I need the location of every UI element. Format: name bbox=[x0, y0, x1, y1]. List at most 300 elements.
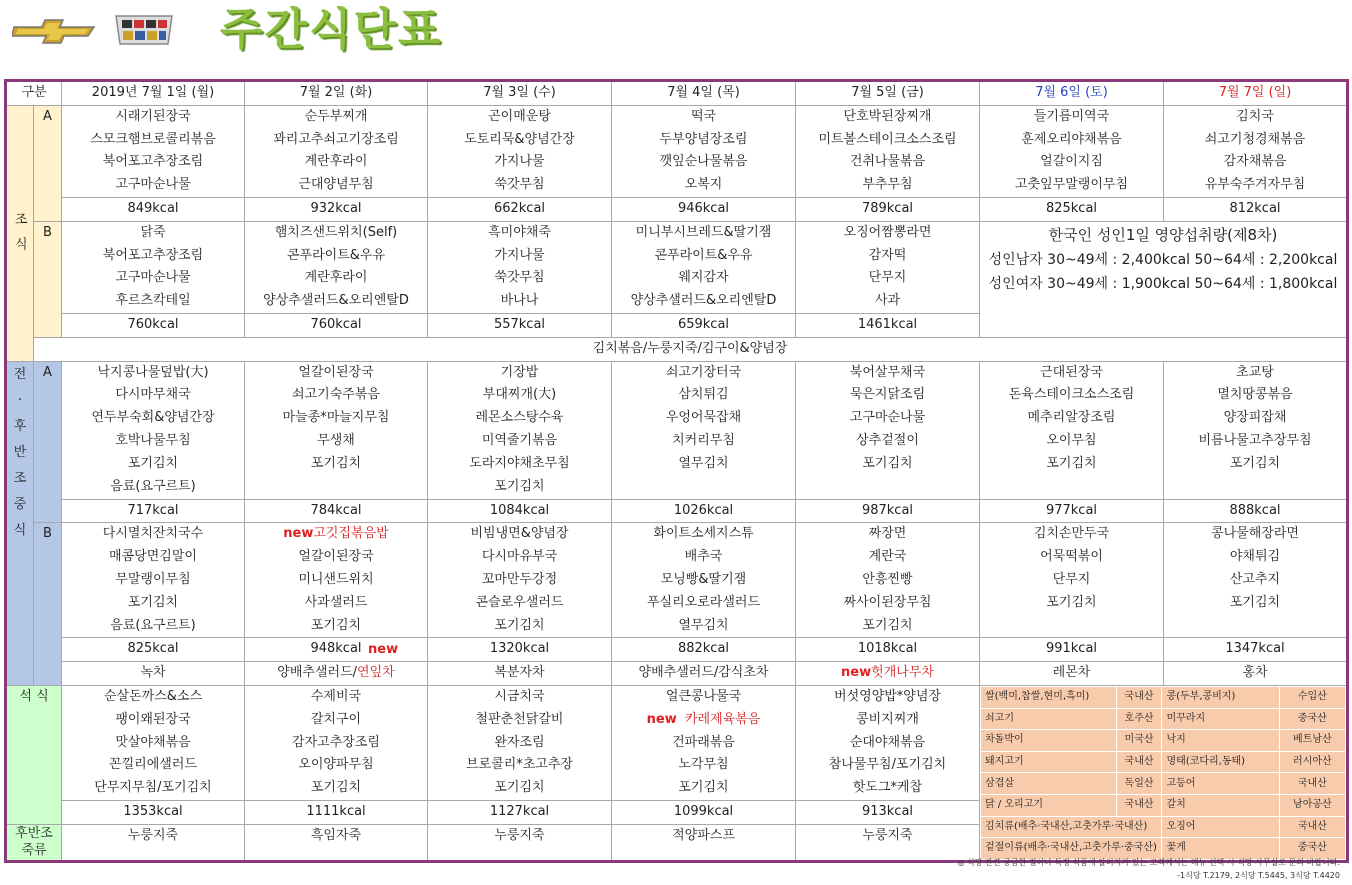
origin-country: 중국산 bbox=[1279, 708, 1345, 730]
midday-a-row bbox=[6, 361, 1348, 499]
kcal-value: 1111kcal bbox=[245, 800, 428, 824]
menu-item: 산고추지 bbox=[1229, 571, 1281, 587]
menu-item: 콘푸라이트&우유 bbox=[286, 247, 386, 263]
menu-item: 닭죽 bbox=[140, 224, 166, 240]
menu-item: 단무지무침/포기김치 bbox=[94, 780, 212, 796]
menu-item: 콘푸라이트&우유 bbox=[654, 247, 753, 263]
menu-item: 오징어짬뽕라면 bbox=[843, 224, 932, 240]
origin-country: 국내산 bbox=[1279, 773, 1345, 795]
menu-item: 북어포고추장조림 bbox=[102, 154, 204, 170]
menu-item: 부추무침 bbox=[862, 177, 913, 193]
origin-food: 오징어 bbox=[1162, 816, 1279, 838]
menu-cell bbox=[980, 105, 1164, 197]
menu-item: 비빔냉면&양념장 bbox=[470, 526, 569, 542]
menu-cell bbox=[62, 361, 245, 499]
footer-notice: ◎ 식당 관련 궁금한 점이나 특정 식품에 알러지가 있는 고객께서는 메뉴 선택 시 식당 사무실로 문의 바랍니다. bbox=[957, 858, 1340, 867]
menu-cell bbox=[428, 523, 612, 638]
menu-item: 푸실리오로라샐러드 bbox=[646, 594, 761, 610]
kcal-value: 1353kcal bbox=[62, 800, 245, 824]
menu-item: 어묵떡볶이 bbox=[1040, 549, 1103, 565]
menu-item: 포기김치 bbox=[1046, 594, 1097, 610]
origin-food: 쌀(백미,찹쌀,현미,흑미) bbox=[981, 686, 1117, 708]
menu-item: 시래기된장국 bbox=[115, 108, 191, 124]
day-header-tue: 7월 2일 (화) bbox=[245, 81, 428, 106]
nutrition-female: 성인여자 30~49세 : 1,900kcal 50~64세 : 1,800kcal bbox=[988, 275, 1338, 292]
midday-b-label: B bbox=[34, 523, 62, 686]
day-header-sun: 7월 7일 (일) bbox=[1164, 81, 1348, 106]
menu-item: 다시마무채국 bbox=[115, 387, 191, 403]
menu-item: 마늘종*마늘지무침 bbox=[282, 410, 390, 426]
kcal-value: 1099kcal bbox=[612, 800, 796, 824]
menu-cell bbox=[245, 361, 428, 499]
midday-a-label: A bbox=[34, 361, 62, 523]
menu-cell bbox=[428, 685, 612, 800]
midday-a-kcal-row bbox=[6, 499, 1348, 523]
day-header-sat: 7월 6일 (토) bbox=[980, 81, 1164, 106]
menu-cell bbox=[980, 361, 1164, 499]
kcal-value: 557kcal bbox=[428, 313, 612, 337]
drink-new-text: 연잎차 bbox=[357, 665, 395, 681]
origin-row bbox=[981, 838, 1346, 860]
menu-item: 시금치국 bbox=[494, 688, 545, 704]
menu-item: 철판춘천닭갈비 bbox=[475, 711, 564, 727]
menu-cell bbox=[796, 361, 980, 499]
menu-item: 브로콜리*초고추장 bbox=[466, 757, 573, 773]
menu-item: 북어살무채국 bbox=[849, 364, 926, 380]
header-label: 구분 bbox=[6, 81, 62, 106]
kcal-value: 825kcal bbox=[62, 638, 245, 662]
menu-item: 맛살야채볶음 bbox=[115, 734, 191, 750]
menu-item: 스모크햄브로콜리볶음 bbox=[90, 131, 216, 147]
drink-item: 양배추샐러드/감식초차 bbox=[612, 662, 796, 686]
menu-item: 무생채 bbox=[317, 432, 355, 448]
menu-cell bbox=[245, 685, 428, 800]
menu-item: 계란국 bbox=[868, 549, 907, 565]
origin-food: 김치류(배추·국내산,고춧가루·국내산) bbox=[981, 816, 1162, 838]
menu-item: 쑥갓무침 bbox=[494, 177, 545, 193]
menu-item: 포기김치 bbox=[127, 594, 179, 610]
menu-item: 낙지콩나물덮밥(大) bbox=[97, 364, 209, 380]
menu-item: 흑미야채죽 bbox=[488, 224, 551, 240]
kcal-value: 987kcal bbox=[796, 499, 980, 523]
origin-food: 겉절이류(배추·국내산,고춧가루·중국산) bbox=[981, 838, 1162, 860]
origin-row bbox=[981, 730, 1346, 752]
origin-row bbox=[981, 686, 1346, 708]
origin-country: 중국산 bbox=[1279, 838, 1345, 860]
menu-item: 짜사이된장무침 bbox=[843, 594, 932, 610]
new-badge: new bbox=[646, 711, 677, 727]
cadillac-crest-icon bbox=[110, 14, 178, 48]
menu-item: 순두부찌개 bbox=[304, 108, 368, 124]
menu-item: 묵은지닭조림 bbox=[849, 387, 926, 403]
menu-item: 상추겉절이 bbox=[856, 432, 919, 448]
menu-item: 콩비지찌개 bbox=[856, 711, 919, 727]
menu-item: 단호박된장찌개 bbox=[843, 108, 932, 124]
menu-item: 양상추샐러드&오리엔탈D bbox=[263, 293, 409, 309]
menu-item: 배추국 bbox=[684, 549, 723, 565]
menu-item-text: 고깃집볶음밥 bbox=[313, 526, 389, 542]
menu-item: 곤이매운탕 bbox=[488, 108, 551, 124]
porridge-label: 후반조 죽류 bbox=[6, 824, 62, 861]
menu-item: 포기김치 bbox=[494, 478, 545, 494]
origin-row bbox=[981, 708, 1346, 730]
menu-item: 초교탕 bbox=[1236, 364, 1274, 380]
menu-item: 열무김치 bbox=[678, 455, 729, 471]
menu-item: 햄치즈샌드위치(Self) bbox=[274, 224, 398, 240]
menu-cell bbox=[1164, 361, 1348, 499]
menu-item: 순대야채볶음 bbox=[849, 734, 926, 750]
breakfast-common: 김치볶음/누룽지죽/김구이&양념장 bbox=[34, 337, 1348, 361]
breakfast-a-row bbox=[6, 105, 1348, 197]
kcal-value: 789kcal bbox=[796, 197, 980, 221]
day-header-fri: 7월 5일 (금) bbox=[796, 81, 980, 106]
menu-cell bbox=[612, 523, 796, 638]
porridge-item: 누룽지죽 bbox=[796, 824, 980, 861]
origin-food: 명태(코다리,동태) bbox=[1162, 751, 1279, 773]
midday-b-kcal-row bbox=[6, 638, 1348, 662]
menu-cell bbox=[612, 361, 796, 499]
menu-item: 완자조림 bbox=[494, 734, 545, 750]
menu-item: 메추리알장조림 bbox=[1027, 410, 1116, 426]
kcal-value: 1461kcal bbox=[796, 313, 980, 337]
menu-cell bbox=[796, 685, 980, 800]
menu-item: 무말랭이무침 bbox=[115, 571, 191, 587]
origin-food: 쇠고기 bbox=[981, 708, 1117, 730]
menu-item: 콩나물해장라면 bbox=[1211, 526, 1299, 542]
porridge-item: 적양파스프 bbox=[612, 824, 796, 861]
menu-item: 고춧잎무말랭이무침 bbox=[1014, 177, 1129, 193]
menu-item: 모닝빵&딸기잼 bbox=[660, 571, 747, 587]
menu-cell bbox=[796, 523, 980, 638]
menu-item: 도라지야채초무침 bbox=[469, 455, 570, 471]
kcal-value: 946kcal bbox=[612, 197, 796, 221]
menu-item: 유부숙주겨자무침 bbox=[1204, 177, 1306, 193]
menu-item: 다시멸치잔치국수 bbox=[102, 526, 204, 542]
menu-item: 사과샐러드 bbox=[304, 594, 368, 610]
menu-item: 포기김치 bbox=[1229, 455, 1281, 471]
midday-label-text: 전 · 후 반 조 중 식 bbox=[13, 366, 27, 538]
menu-item: 치커리무침 bbox=[672, 432, 735, 448]
new-badge: new bbox=[283, 526, 314, 542]
menu-item: 비름나물고추장무침 bbox=[1198, 432, 1312, 448]
menu-item: 단무지 bbox=[1052, 571, 1091, 587]
dinner-row bbox=[6, 685, 1348, 800]
kcal-value: 913kcal bbox=[796, 800, 980, 824]
menu-item: 포기김치 bbox=[494, 617, 545, 633]
menu-item: 포기김치 bbox=[310, 455, 362, 471]
menu-item: 얼큰콩나물국 bbox=[665, 688, 742, 704]
breakfast-b-label: B bbox=[34, 221, 62, 337]
origin-country: 베트남산 bbox=[1279, 730, 1345, 752]
menu-item: 콘슬로우샐러드 bbox=[475, 594, 564, 610]
menu-item: 야채튀김 bbox=[1229, 549, 1281, 565]
kcal-value: 812kcal bbox=[1164, 197, 1348, 221]
kcal-value: 760kcal bbox=[245, 313, 428, 337]
origin-food: 콩(두부,콩비지) bbox=[1162, 686, 1279, 708]
porridge-item: 누룽지죽 bbox=[428, 824, 612, 861]
menu-cell bbox=[245, 221, 428, 313]
menu-item: 열무김치 bbox=[678, 617, 729, 633]
menu-item-new bbox=[612, 709, 795, 732]
origin-country: 국내산 bbox=[1116, 686, 1162, 708]
menu-cell bbox=[245, 523, 428, 638]
footer-phones: -1식당 T.2179, 2식당 T.5445, 3식당 T.4420 bbox=[1177, 871, 1340, 880]
kcal-value: 1127kcal bbox=[428, 800, 612, 824]
menu-item: 계란후라이 bbox=[304, 154, 368, 170]
menu-item: 감자고추장조림 bbox=[292, 734, 380, 750]
menu-item: 우엉어묵잡채 bbox=[665, 410, 742, 426]
chevrolet-bowtie-icon bbox=[12, 17, 96, 45]
menu-item: 사과 bbox=[874, 293, 901, 309]
menu-item: 도토리묵&양념간장 bbox=[464, 131, 575, 147]
kcal-value: 784kcal bbox=[245, 499, 428, 523]
menu-cell bbox=[612, 105, 796, 197]
kcal-value: 1320kcal bbox=[428, 638, 612, 662]
kcal-value: 882kcal bbox=[612, 638, 796, 662]
menu-cell bbox=[980, 523, 1164, 638]
midday-label bbox=[6, 361, 34, 685]
drink-item: 녹차 bbox=[62, 662, 245, 686]
kcal-value: 888kcal bbox=[1164, 499, 1348, 523]
menu-item-text: 카레제육볶음 bbox=[685, 711, 761, 727]
menu-item: 양상추샐러드&오리엔탈D bbox=[630, 293, 777, 309]
day-header-thu: 7월 4일 (목) bbox=[612, 81, 796, 106]
origin-food: 갈치 bbox=[1162, 794, 1279, 816]
menu-item: 김치손만두국 bbox=[1033, 526, 1110, 542]
kcal-value: 662kcal bbox=[428, 197, 612, 221]
origin-table bbox=[980, 686, 1346, 860]
origin-food: 꽃게 bbox=[1162, 838, 1279, 860]
menu-item: 감자떡 bbox=[868, 247, 907, 263]
breakfast-label: 조 식 bbox=[6, 105, 34, 361]
menu-cell bbox=[62, 523, 245, 638]
menu-item: 포기김치 bbox=[127, 455, 179, 471]
kcal-value: 1347kcal bbox=[1164, 638, 1348, 662]
origin-country: 국내산 bbox=[1116, 794, 1162, 816]
drink-text: 양배추샐러드/ bbox=[277, 665, 358, 681]
menu-item: 포기김치 bbox=[862, 455, 913, 471]
menu-item: 가지나물 bbox=[494, 154, 545, 170]
menu-item: 양장피잡채 bbox=[1223, 410, 1287, 426]
menu-item: 미니샌드위치 bbox=[298, 571, 374, 587]
origin-country: 독일산 bbox=[1116, 773, 1162, 795]
menu-item: 안흥찐빵 bbox=[862, 571, 913, 587]
menu-item: 핫도그*케찹 bbox=[852, 780, 923, 796]
day-header-mon: 2019년 7월 1일 (월) bbox=[62, 81, 245, 106]
breakfast-a-kcal-row bbox=[6, 197, 1348, 221]
origin-country: 수입산 bbox=[1279, 686, 1345, 708]
menu-cell bbox=[428, 105, 612, 197]
menu-item: 호박나물무침 bbox=[115, 432, 191, 448]
menu-cell bbox=[62, 221, 245, 313]
menu-item: 들기름미역국 bbox=[1033, 108, 1110, 124]
origin-row bbox=[981, 794, 1346, 816]
menu-item: 꼬마만두강정 bbox=[481, 571, 558, 587]
origin-table-cell bbox=[980, 685, 1348, 861]
menu-item: 근대된장국 bbox=[1040, 364, 1103, 380]
menu-item: 음료(요구르트) bbox=[110, 617, 196, 633]
menu-item: 레몬소스탕수육 bbox=[475, 410, 564, 426]
menu-item: 멸치땅콩볶음 bbox=[1217, 387, 1293, 403]
midday-b-drink-row bbox=[6, 662, 1348, 686]
origin-country: 국내산 bbox=[1116, 751, 1162, 773]
origin-country: 러시아산 bbox=[1279, 751, 1345, 773]
origin-country: 미국산 bbox=[1116, 730, 1162, 752]
kcal-value: 659kcal bbox=[612, 313, 796, 337]
menu-item: 포기김치 bbox=[678, 780, 729, 796]
menu-item: 포기김치 bbox=[862, 617, 913, 633]
origin-food: 차돌박이 bbox=[981, 730, 1117, 752]
menu-item: 삼치튀김 bbox=[678, 387, 729, 403]
menu-item: 두부양념장조림 bbox=[659, 131, 748, 147]
menu-item: 얼갈이된장국 bbox=[298, 549, 374, 565]
menu-item: 미니부시브레드&딸기잼 bbox=[635, 224, 772, 240]
menu-item: 부대찌개(大) bbox=[482, 387, 557, 403]
menu-cell bbox=[612, 221, 796, 313]
menu-item: 갈치구이 bbox=[310, 711, 362, 727]
kcal-value: 932kcal bbox=[245, 197, 428, 221]
page-title: 주간식단표 bbox=[220, 4, 443, 55]
origin-country: 호주산 bbox=[1116, 708, 1162, 730]
menu-cell bbox=[245, 105, 428, 197]
menu-item: 얼갈이지짐 bbox=[1040, 154, 1103, 170]
menu-item: 건취나물볶음 bbox=[849, 154, 926, 170]
menu-item: 매콤당면김말이 bbox=[109, 549, 197, 565]
kcal-value: 1084kcal bbox=[428, 499, 612, 523]
origin-food: 돼지고기 bbox=[981, 751, 1117, 773]
origin-food: 미꾸라지 bbox=[1162, 708, 1279, 730]
midday-b-row bbox=[6, 523, 1348, 638]
menu-item: 순살돈까스&소스 bbox=[103, 688, 203, 704]
menu-cell bbox=[612, 685, 796, 800]
breakfast-b-row bbox=[6, 221, 1348, 313]
porridge-item: 흑임자죽 bbox=[245, 824, 428, 861]
kcal-value: 849kcal bbox=[62, 197, 245, 221]
origin-food: 낙지 bbox=[1162, 730, 1279, 752]
menu-item: 노각무침 bbox=[678, 757, 729, 773]
origin-country: 국내산 bbox=[1279, 816, 1345, 838]
nutrition-info bbox=[980, 221, 1348, 337]
menu-item: 쑥갓무침 bbox=[494, 270, 545, 286]
drink-item bbox=[245, 662, 428, 686]
menu-item: 포기김치 bbox=[310, 780, 362, 796]
origin-food: 삼겹살 bbox=[981, 773, 1117, 795]
porridge-item: 누룽지죽 bbox=[62, 824, 245, 861]
menu-item: 북어포고추장조림 bbox=[102, 247, 204, 263]
drink-item: 홍차 bbox=[1164, 662, 1348, 686]
origin-food: 닭 / 오리고기 bbox=[981, 794, 1117, 816]
breakfast-a-label: A bbox=[34, 105, 62, 221]
menu-item: 참나물무침/포기김치 bbox=[828, 757, 947, 773]
header-row bbox=[6, 81, 1348, 106]
menu-item: 후르츠칵테일 bbox=[115, 293, 191, 309]
menu-item: 음료(요구르트) bbox=[110, 478, 196, 494]
menu-item: 얼갈이된장국 bbox=[298, 364, 374, 380]
origin-row bbox=[981, 773, 1346, 795]
menu-item: 연두부숙회&양념간장 bbox=[91, 410, 215, 426]
menu-cell bbox=[428, 361, 612, 499]
kcal-value: 825kcal bbox=[980, 197, 1164, 221]
menu-item: 꼰낄리에샐러드 bbox=[109, 757, 197, 773]
menu-item: 건파래볶음 bbox=[672, 734, 735, 750]
menu-item: 미트볼스테이크소스조림 bbox=[818, 131, 957, 147]
kcal-value: 991kcal bbox=[980, 638, 1164, 662]
menu-cell bbox=[1164, 105, 1348, 197]
menu-item: 깻잎순나물볶음 bbox=[659, 154, 748, 170]
drink-item bbox=[796, 662, 980, 686]
menu-item: 다시마유부국 bbox=[481, 549, 558, 565]
menu-cell bbox=[428, 221, 612, 313]
menu-item: 수제비국 bbox=[310, 688, 362, 704]
drink-item: 복분자차 bbox=[428, 662, 612, 686]
menu-cell bbox=[796, 105, 980, 197]
menu-item: 고구마순나물 bbox=[115, 270, 191, 286]
menu-item: 떡국 bbox=[690, 108, 717, 124]
menu-item: 오이양파무침 bbox=[298, 757, 374, 773]
menu-item: 계란후라이 bbox=[304, 270, 368, 286]
menu-item: 포기김치 bbox=[310, 617, 362, 633]
origin-food: 고등어 bbox=[1162, 773, 1279, 795]
new-badge: new bbox=[841, 665, 872, 681]
kcal-value: 717kcal bbox=[62, 499, 245, 523]
menu-cell bbox=[62, 685, 245, 800]
weekly-menu-table bbox=[4, 79, 1349, 863]
kcal-value: 977kcal bbox=[980, 499, 1164, 523]
brand-logos bbox=[12, 14, 178, 48]
kcal-value: 1026kcal bbox=[612, 499, 796, 523]
menu-item: 포기김치 bbox=[1229, 594, 1281, 610]
menu-item: 감자채볶음 bbox=[1223, 154, 1287, 170]
menu-item: 훈제오리야채볶음 bbox=[1021, 131, 1122, 147]
menu-item: 꽈리고추쇠고기장조림 bbox=[273, 131, 399, 147]
menu-item-new bbox=[245, 523, 427, 546]
menu-item: 김치국 bbox=[1236, 108, 1274, 124]
drink-item: 레몬차 bbox=[980, 662, 1164, 686]
menu-item: 고구마순나물 bbox=[849, 410, 926, 426]
new-badge-drink: new bbox=[368, 642, 399, 657]
menu-item: 버섯영양밥*양념장 bbox=[834, 688, 941, 704]
menu-item: 돈육스테이크소스조림 bbox=[1008, 387, 1135, 403]
origin-row bbox=[981, 816, 1346, 838]
kcal-value: 948kcal bbox=[245, 638, 428, 662]
menu-item: 짜장면 bbox=[868, 526, 907, 542]
menu-item: 바나나 bbox=[500, 293, 539, 309]
kcal-value: 1018kcal bbox=[796, 638, 980, 662]
menu-item: 웨지감자 bbox=[678, 270, 729, 286]
menu-item: 오복지 bbox=[684, 177, 723, 193]
menu-item: 오이무침 bbox=[1046, 432, 1097, 448]
origin-country: 남아공산 bbox=[1279, 794, 1345, 816]
menu-cell bbox=[62, 105, 245, 197]
nutrition-male: 성인남자 30~49세 : 2,400kcal 50~64세 : 2,200kcal bbox=[988, 251, 1338, 268]
dinner-label: 석 식 bbox=[6, 685, 62, 824]
day-header-wed: 7월 3일 (수) bbox=[428, 81, 612, 106]
kcal-value: 760kcal bbox=[62, 313, 245, 337]
menu-item: 포기김치 bbox=[1046, 455, 1097, 471]
nutrition-title: 한국인 성인1일 영양섭취량(제8차) bbox=[1048, 225, 1278, 244]
menu-item: 단무지 bbox=[868, 270, 907, 286]
menu-item: 기장밥 bbox=[500, 364, 539, 380]
menu-item: 미역줄기볶음 bbox=[481, 432, 558, 448]
menu-item: 포기김치 bbox=[494, 780, 545, 796]
menu-cell bbox=[796, 221, 980, 313]
menu-item: 화이트소세지스튜 bbox=[653, 526, 754, 542]
menu-item: 쇠고기장터국 bbox=[665, 364, 742, 380]
breakfast-common-row bbox=[6, 337, 1348, 361]
menu-item: 근대양념무침 bbox=[298, 177, 374, 193]
menu-item: 고구마순나물 bbox=[115, 177, 191, 193]
origin-row bbox=[981, 751, 1346, 773]
